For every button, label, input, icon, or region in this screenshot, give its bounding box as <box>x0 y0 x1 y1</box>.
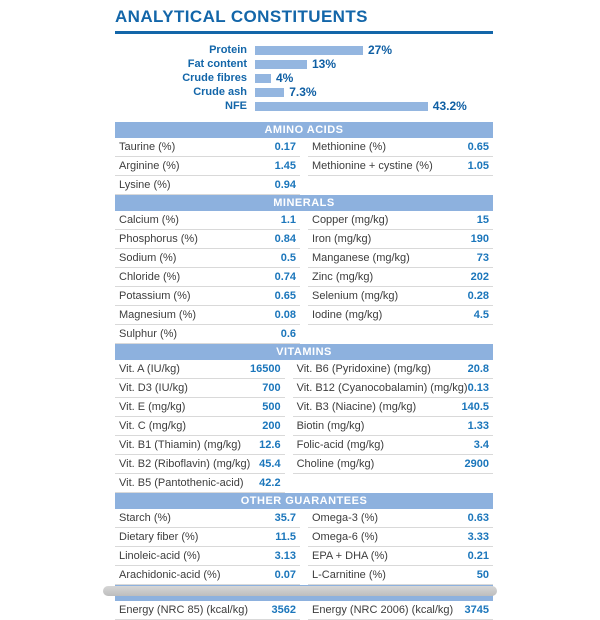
nutrient-value: 42.2 <box>259 477 281 489</box>
nutrient-value: 500 <box>262 401 281 413</box>
bar-chart <box>115 43 493 113</box>
nutrient-label: Arginine (%) <box>119 160 180 172</box>
chart-value-label: 4% <box>276 71 294 85</box>
nutrient-label: Biotin (mg/kg) <box>296 420 365 432</box>
nutrient-value: 0.07 <box>274 569 296 581</box>
nutrient-value: 16500 <box>250 363 281 375</box>
section-table <box>115 138 493 195</box>
table-cell <box>308 249 493 268</box>
nutrient-value: 11.5 <box>275 531 296 543</box>
table-cell <box>115 287 300 306</box>
nutrient-value: 20.8 <box>467 363 489 375</box>
table-cell <box>293 398 493 417</box>
nutrient-value: 50 <box>476 569 489 581</box>
table-cell <box>115 436 285 455</box>
nutrient-label: Potassium (%) <box>119 290 191 302</box>
chart-value-label: 7.3% <box>289 85 317 99</box>
nutrient-value: 1.05 <box>467 160 489 172</box>
table-cell <box>115 509 300 528</box>
nutrient-label: Manganese (mg/kg) <box>312 252 410 264</box>
chart-category-label: Protein <box>209 44 247 56</box>
table-cell <box>293 436 493 455</box>
nutrient-value: 3.33 <box>467 531 489 543</box>
nutrient-label: Vit. D3 (IU/kg) <box>119 382 188 394</box>
nutrient-label: EPA + DHA (%) <box>312 550 388 562</box>
chart-category-label: Fat content <box>187 58 247 70</box>
chart-category-label: Crude fibres <box>182 72 247 84</box>
nutrient-label: Vit. B6 (Pyridoxine) (mg/kg) <box>296 363 431 375</box>
nutrient-value: 1.1 <box>280 214 296 226</box>
nutrient-value: 0.5 <box>280 252 296 264</box>
table-cell-empty <box>308 325 493 344</box>
table-cell <box>115 157 300 176</box>
table-cell <box>308 287 493 306</box>
nutrient-label: Linoleic-acid (%) <box>119 550 201 562</box>
nutrient-value: 0.84 <box>274 233 296 245</box>
nutrient-label: Phosphorus (%) <box>119 233 198 245</box>
nutrient-label: Folic-acid (mg/kg) <box>296 439 384 451</box>
table-cell <box>115 417 285 436</box>
nutrient-label: Arachidonic-acid (%) <box>119 569 221 581</box>
nutrient-value: 200 <box>262 420 281 432</box>
nutrient-label: Methionine + cystine (%) <box>312 160 433 172</box>
chart-bar <box>255 88 284 97</box>
table-cell <box>308 211 493 230</box>
nutrient-label: L-Carnitine (%) <box>312 569 386 581</box>
table-cell <box>115 455 285 474</box>
section-header: AMINO ACIDS <box>115 122 493 138</box>
table-cell <box>115 211 300 230</box>
nutrient-value: 0.65 <box>467 141 489 153</box>
section-table <box>115 601 493 620</box>
nutrient-label: Chloride (%) <box>119 271 181 283</box>
table-cell <box>308 547 493 566</box>
chart-bar <box>255 46 363 55</box>
chart-row <box>115 85 493 99</box>
table-cell <box>293 379 493 398</box>
nutrient-value: 3.13 <box>274 550 296 562</box>
nutrient-label: Copper (mg/kg) <box>312 214 389 226</box>
nutrient-label: Vit. C (mg/kg) <box>119 420 187 432</box>
nutrient-label: Magnesium (%) <box>119 309 197 321</box>
nutrient-label: Vit. E (mg/kg) <box>119 401 186 413</box>
table-cell <box>115 601 300 620</box>
nutrient-value: 190 <box>470 233 489 245</box>
nutrient-value: 0.6 <box>280 328 296 340</box>
nutrient-label: Vit. B5 (Pantothenic-acid) <box>119 477 244 489</box>
table-cell-empty <box>308 176 493 195</box>
nutrient-value: 700 <box>262 382 281 394</box>
table-cell <box>115 379 285 398</box>
nutrient-label: Selenium (mg/kg) <box>312 290 399 302</box>
nutrient-label: Vit. B1 (Thiamin) (mg/kg) <box>119 439 242 451</box>
nutrient-label: Omega-6 (%) <box>312 531 379 543</box>
table-cell <box>115 230 300 249</box>
table-cell <box>115 306 300 325</box>
table-cell <box>115 547 300 566</box>
nutrient-value: 0.17 <box>274 141 296 153</box>
nutrient-label: Energy (NRC 2006) (kcal/kg) <box>312 604 454 616</box>
chart-value-label: 43.2% <box>432 99 467 113</box>
table-cell <box>115 249 300 268</box>
table-cell <box>308 157 493 176</box>
nutrient-value: 3562 <box>271 604 296 616</box>
nutrient-label: Choline (mg/kg) <box>296 458 375 470</box>
table-cell <box>308 601 493 620</box>
table-cell <box>115 360 285 379</box>
table-cell <box>308 268 493 287</box>
table-cell <box>115 138 300 157</box>
chart-bar <box>255 60 307 69</box>
nutrient-value: 0.74 <box>274 271 296 283</box>
table-cell <box>308 306 493 325</box>
nutrient-value: 45.4 <box>259 458 281 470</box>
nutrient-value: 4.5 <box>473 309 489 321</box>
nutrient-label: Iodine (mg/kg) <box>312 309 383 321</box>
nutrient-value: 3745 <box>464 604 489 616</box>
nutrient-label: Dietary fiber (%) <box>119 531 199 543</box>
table-cell <box>308 566 493 585</box>
table-cell <box>115 176 300 195</box>
chart-value-label: 27% <box>368 43 393 57</box>
nutrient-label: Zinc (mg/kg) <box>312 271 374 283</box>
nutrient-value: 140.5 <box>461 401 489 413</box>
section-table <box>115 211 493 344</box>
chart-category-label: NFE <box>225 100 247 112</box>
nutrient-label: Taurine (%) <box>119 141 176 153</box>
nutrient-label: Sodium (%) <box>119 252 177 264</box>
nutrient-value: 12.6 <box>259 439 281 451</box>
nutrient-value: 15 <box>476 214 489 226</box>
nutrient-label: Methionine (%) <box>312 141 386 153</box>
table-cell <box>308 138 493 157</box>
table-cell <box>115 566 300 585</box>
nutrient-value: 1.33 <box>467 420 489 432</box>
nutrient-label: Calcium (%) <box>119 214 179 226</box>
sections <box>115 122 493 620</box>
nutrient-value: 1.45 <box>274 160 296 172</box>
chart-row <box>115 99 493 113</box>
nutrient-value: 35.7 <box>274 512 296 524</box>
table-cell <box>293 360 493 379</box>
table-cell <box>308 230 493 249</box>
title-underline <box>115 31 493 34</box>
table-cell <box>115 474 285 493</box>
nutrient-label: Energy (NRC 85) (kcal/kg) <box>119 604 248 616</box>
chart-row <box>115 71 493 85</box>
nutrient-value: 0.28 <box>467 290 489 302</box>
nutrient-value: 73 <box>476 252 489 264</box>
table-cell <box>308 509 493 528</box>
section-header: OTHER GUARANTEES <box>115 493 493 509</box>
section-header: VITAMINS <box>115 344 493 360</box>
table-cell <box>293 455 493 474</box>
nutrient-value: 3.4 <box>473 439 489 451</box>
nutrient-value: 0.65 <box>274 290 296 302</box>
table-cell <box>293 417 493 436</box>
nutrient-label: Vit. B2 (Riboflavin) (mg/kg) <box>119 458 251 470</box>
nutrient-value: 202 <box>470 271 489 283</box>
nutrient-value: 0.21 <box>467 550 489 562</box>
nutrient-label: Vit. B12 (Cyanocobalamin) (mg/kg) <box>296 382 468 394</box>
table-cell <box>115 398 285 417</box>
nutrient-value: 0.94 <box>274 179 296 191</box>
chart-bar <box>255 102 428 111</box>
nutrient-label: Sulphur (%) <box>119 328 178 340</box>
table-cell <box>115 268 300 287</box>
nutrient-label: Vit. B3 (Niacine) (mg/kg) <box>296 401 417 413</box>
section-header: MINERALS <box>115 195 493 211</box>
chart-row <box>115 43 493 57</box>
nutrient-label: Iron (mg/kg) <box>312 233 372 245</box>
section-table <box>115 360 493 493</box>
section-table <box>115 509 493 585</box>
table-cell-empty <box>293 474 493 493</box>
chart-value-label: 13% <box>312 57 337 71</box>
nutrient-value: 0.13 <box>467 382 489 394</box>
chart-row <box>115 57 493 71</box>
nutrient-value: 2900 <box>464 458 489 470</box>
chart-bar <box>255 74 271 83</box>
page-title: ANALYTICAL CONSTITUENTS <box>115 7 368 26</box>
nutrient-label: Starch (%) <box>119 512 171 524</box>
table-cell <box>308 528 493 547</box>
nutrient-label: Vit. A (IU/kg) <box>119 363 180 375</box>
nutrient-value: 0.08 <box>274 309 296 321</box>
nutrient-value: 0.63 <box>467 512 489 524</box>
bottom-shadow-bar <box>103 586 497 596</box>
table-cell <box>115 325 300 344</box>
chart-category-label: Crude ash <box>193 86 247 98</box>
nutrient-label: Omega-3 (%) <box>312 512 379 524</box>
table-cell <box>115 528 300 547</box>
nutrient-label: Lysine (%) <box>119 179 171 191</box>
content-area <box>115 6 493 620</box>
